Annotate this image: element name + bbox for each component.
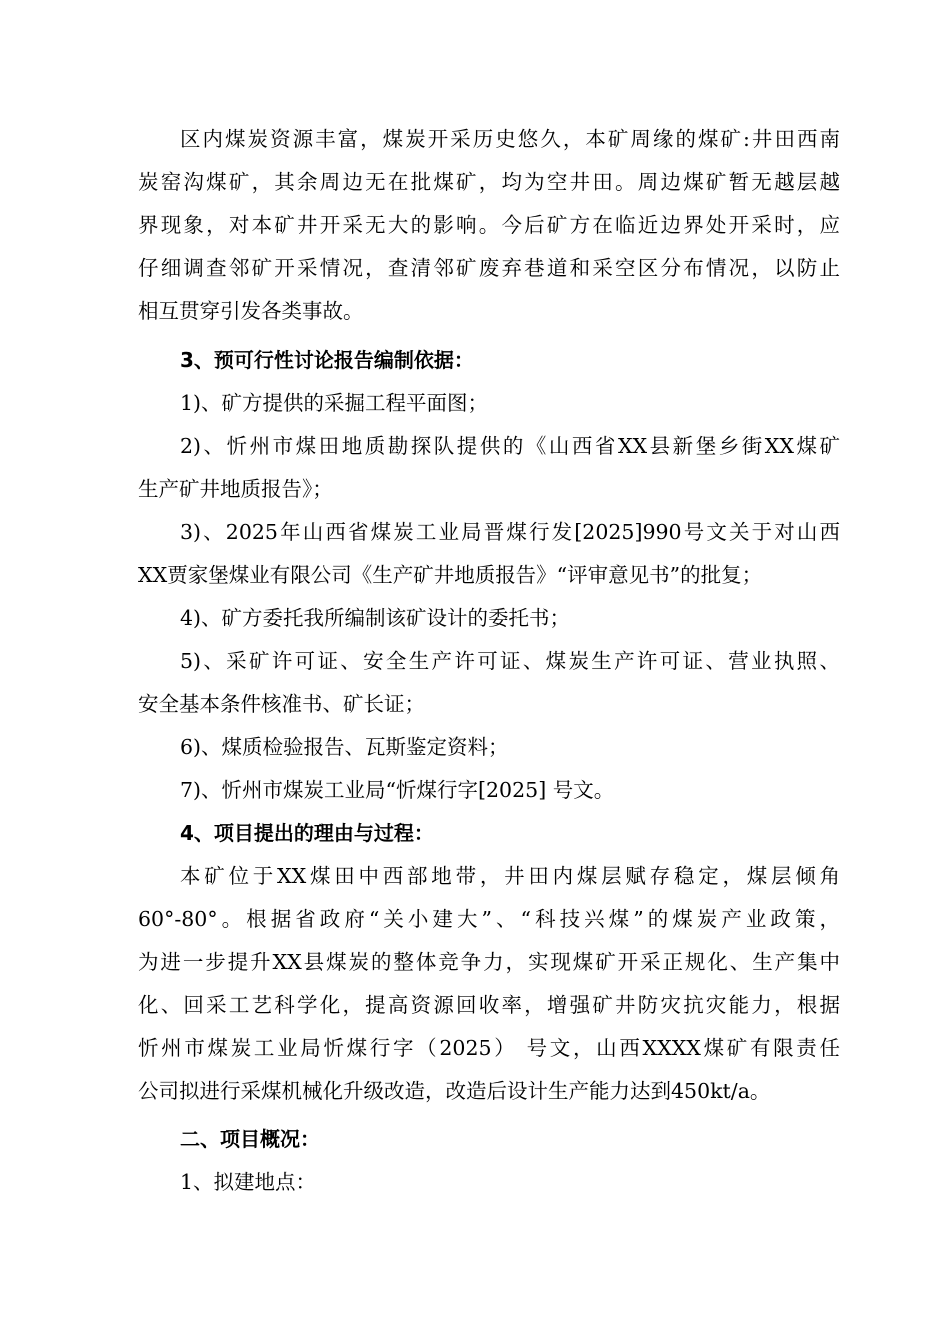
section-heading: 3、预可行性讨论报告编制依据： — [180, 348, 474, 372]
list-item: 6)、煤质检验报告、瓦斯鉴定资料； — [180, 735, 509, 759]
paragraph-line: 相互贯穿引发各类事故。 — [138, 299, 364, 323]
list-item: 4)、矿方委托我所编制该矿设计的委托书； — [180, 606, 571, 630]
paragraph-line: 公司拟进行采煤机械化升级改造，改造后设计生产能力达到450kt/a。 — [138, 1079, 771, 1103]
list-item: 1、拟建地点： — [180, 1170, 317, 1194]
list-item: 1)、矿方提供的采掘工程平面图； — [180, 391, 489, 415]
paragraph-line: 炭窑沟煤矿，其余周边无在批煤矿，均为空井田。周边煤矿暂无越层越 — [138, 170, 840, 194]
paragraph-line: 60°-80°。根据省政府“关小建大”、“科技兴煤”的煤炭产业政策， — [138, 907, 840, 931]
list-item-continuation: XX贾家堡煤业有限公司《生产矿井地质报告》“评审意见书”的批复； — [138, 563, 763, 587]
list-item: 2)、忻州市煤田地质勘探队提供的《山西省XX县新堡乡街XX煤矿 — [180, 434, 840, 458]
paragraph-line: 为进一步提升XX县煤炭的整体竞争力，实现煤矿开采正规化、生产集中 — [138, 950, 840, 974]
paragraph-line: 忻州市煤炭工业局忻煤行字（2025） 号文，山西XXXX煤矿有限责任 — [138, 1036, 840, 1060]
paragraph-line: 化、回采工艺科学化，提高资源回收率，增强矿井防灾抗灾能力，根据 — [138, 993, 840, 1017]
list-item: 7)、忻州市煤炭工业局“忻煤行字[2025] 号文。 — [180, 778, 615, 802]
chapter-heading: 二、项目概况： — [180, 1127, 320, 1151]
paragraph-line: 界现象，对本矿井开采无大的影响。今后矿方在临近边界处开采时，应 — [138, 213, 840, 237]
section-heading: 4、项目提出的理由与过程： — [180, 821, 434, 845]
list-item-continuation: 生产矿井地质报告》； — [138, 477, 333, 501]
paragraph-line: 区内煤炭资源丰富，煤炭开采历史悠久，本矿周缘的煤矿:井田西南 — [180, 127, 840, 151]
list-item-continuation: 安全基本条件核准书、矿长证； — [138, 692, 425, 716]
paragraph-line: 本矿位于XX煤田中西部地带，井田内煤层赋存稳定，煤层倾角 — [180, 864, 840, 888]
list-item: 3)、2025年山西省煤炭工业局晋煤行发[2025]990号文关于对山西 — [180, 520, 840, 544]
list-item: 5)、采矿许可证、安全生产许可证、煤炭生产许可证、营业执照、 — [180, 649, 840, 673]
paragraph-line: 仔细调查邻矿开采情况，查清邻矿废弃巷道和采空区分布情况，以防止 — [138, 256, 840, 280]
